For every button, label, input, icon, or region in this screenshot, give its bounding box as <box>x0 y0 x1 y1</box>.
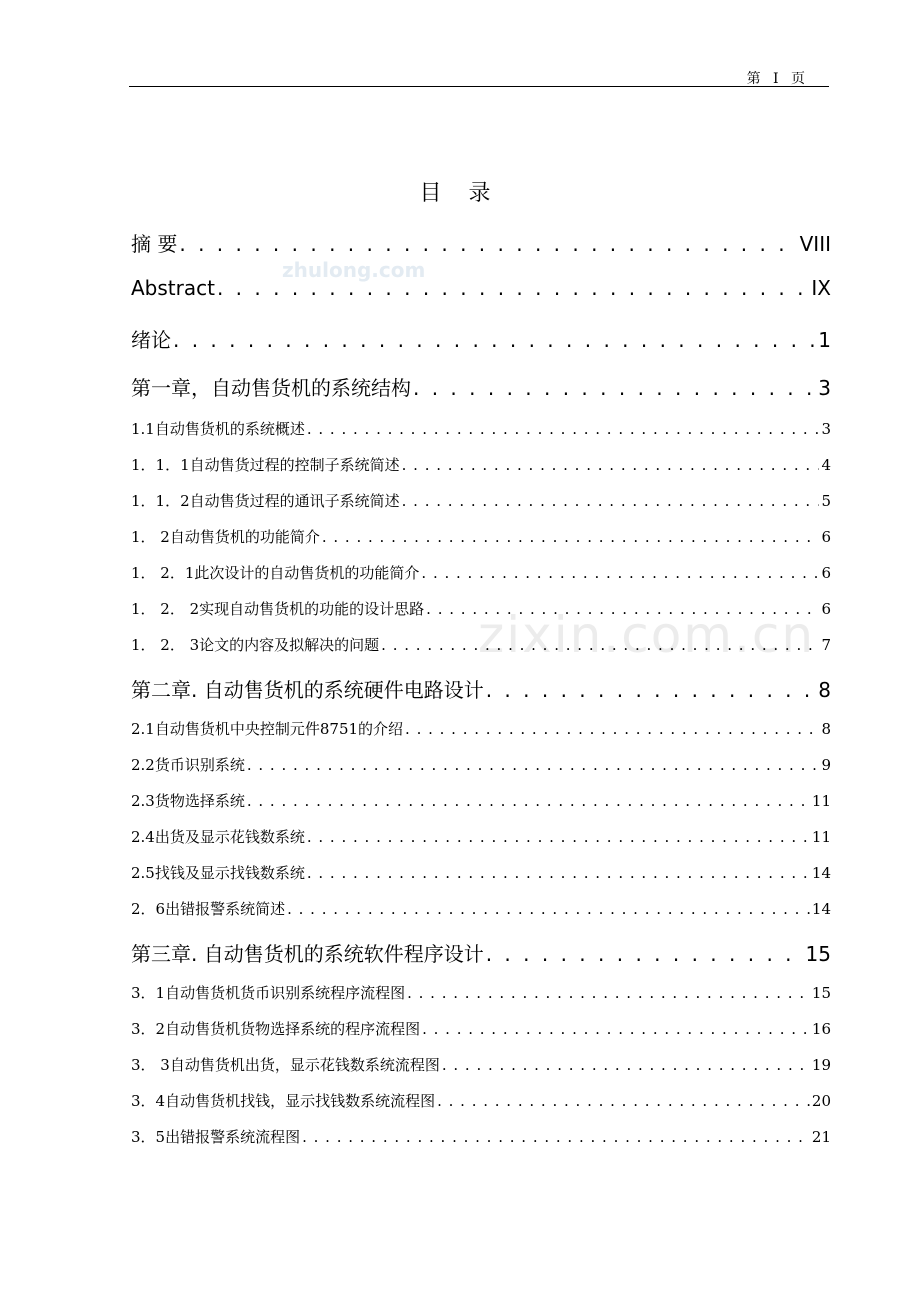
toc-entry[interactable] <box>131 898 831 920</box>
toc-entry-title: 2．6出错报警系统简述 <box>131 900 286 918</box>
page-number: 第 I 页 <box>746 71 809 87</box>
toc-entry-page: IX <box>811 276 831 300</box>
toc-entry-page: 6 <box>821 600 831 618</box>
toc-entry-title: 绪论 <box>131 328 171 352</box>
toc-entry-page: 4 <box>821 456 831 474</box>
toc-entry-page: 11 <box>811 792 831 810</box>
toc-entry-page: 14 <box>811 900 831 918</box>
toc-entry-title: 1． 2．1此次设计的自动售货机的功能简介 <box>131 564 420 582</box>
toc-entry-page: 9 <box>821 756 831 774</box>
toc-entry[interactable] <box>131 228 831 256</box>
toc-entry-title: 3．1自动售货机货币识别系统程序流程图 <box>131 984 406 1002</box>
toc-entry[interactable] <box>131 1054 831 1076</box>
toc-entry[interactable] <box>131 526 831 548</box>
toc-entry-title: 3． 3自动售货机出货，显示花钱数系统流程图 <box>131 1056 440 1074</box>
toc-entry[interactable] <box>131 276 831 304</box>
toc-entry-title: 2.1自动售货机中央控制元件8751的介绍 <box>131 720 404 738</box>
toc-entry-title: 1． 2自动售货机的功能简介 <box>131 528 320 546</box>
watermark-zhulong: zhulong.com <box>282 258 426 282</box>
toc-entry[interactable] <box>131 324 831 352</box>
toc-entry-title: 2.3货物选择系统 <box>131 792 245 810</box>
toc-entry[interactable] <box>131 1126 831 1148</box>
toc-entry-page: VIII <box>799 232 831 256</box>
toc-leader <box>302 1128 810 1146</box>
toc-entry-title: 第二章. 自动售货机的系统硬件电路设计 <box>131 678 484 702</box>
toc-leader <box>307 828 810 846</box>
toc-entry-title: 第一章，自动售货机的系统结构 <box>131 376 411 400</box>
toc-entry-title: 3．2自动售货机货物选择系统的程序流程图 <box>131 1020 421 1038</box>
toc-leader <box>413 376 816 400</box>
toc-entry-page: 15 <box>805 942 831 966</box>
toc-leader <box>179 232 797 256</box>
toc-entry[interactable] <box>131 1018 831 1040</box>
toc-leader <box>381 636 819 654</box>
toc-entry-title: 3．4自动售货机找钱，显示找钱数系统流程图 <box>131 1092 436 1110</box>
toc-entry[interactable] <box>131 490 831 512</box>
toc-entry[interactable] <box>131 826 831 848</box>
toc-entry-title: 第三章. 自动售货机的系统软件程序设计 <box>131 942 484 966</box>
toc-leader <box>307 420 820 438</box>
toc-leader <box>247 756 820 774</box>
toc-entry-title: Abstract <box>131 276 215 300</box>
toc-entry-title: 2.5找钱及显示找钱数系统 <box>131 864 305 882</box>
toc-entry[interactable] <box>131 418 831 440</box>
toc-leader <box>437 1092 810 1110</box>
toc-leader <box>287 900 810 918</box>
toc-entry-title: 1．1．1自动售货过程的控制子系统简述 <box>131 456 400 474</box>
toc-leader <box>486 942 804 966</box>
toc-entry-page: 19 <box>811 1056 831 1074</box>
toc-leader <box>442 1056 810 1074</box>
toc-entry-title: 3．5出错报警系统流程图 <box>131 1128 301 1146</box>
toc-entry[interactable] <box>131 598 831 620</box>
toc-entry-page: 21 <box>811 1128 831 1146</box>
toc-leader <box>421 564 819 582</box>
toc-entry-title: 1.1自动售货机的系统概述 <box>131 420 305 438</box>
toc-entry-page: 8 <box>821 720 831 738</box>
toc-entry-page: 15 <box>811 984 831 1002</box>
watermark-zixin: zixin.com.cn <box>478 606 816 664</box>
toc-entry[interactable] <box>131 372 831 400</box>
toc-entry-page: 6 <box>821 528 831 546</box>
toc-leader <box>402 456 820 474</box>
toc-entry-page: 11 <box>811 828 831 846</box>
toc-leader <box>402 492 820 510</box>
toc-entry[interactable] <box>131 982 831 1004</box>
toc-entry-title: 2.4出货及显示花钱数系统 <box>131 828 305 846</box>
toc-entry-page: 14 <box>811 864 831 882</box>
toc-entry-page: 8 <box>818 678 831 702</box>
toc-leader <box>422 1020 810 1038</box>
toc-leader <box>426 600 819 618</box>
toc-entry-title: 1． 2． 3论文的内容及拟解决的问题 <box>131 636 380 654</box>
toc-leader <box>486 678 817 702</box>
toc-entry-page: 3 <box>818 376 831 400</box>
toc-entry-title: 2.2货币识别系统 <box>131 756 245 774</box>
toc-leader <box>247 792 810 810</box>
toc-leader <box>407 984 810 1002</box>
toc-entry[interactable] <box>131 790 831 812</box>
toc-entry-page: 5 <box>821 492 831 510</box>
toc-leader <box>405 720 819 738</box>
toc-leader <box>173 328 816 352</box>
toc-entry-page: 20 <box>811 1092 831 1110</box>
toc-entry[interactable] <box>131 754 831 776</box>
toc-entry[interactable] <box>131 1090 831 1112</box>
toc-entry[interactable] <box>131 938 831 966</box>
toc-entry[interactable] <box>131 562 831 584</box>
toc-entry-page: 16 <box>811 1020 831 1038</box>
toc-entry[interactable] <box>131 674 831 702</box>
toc-leader <box>322 528 820 546</box>
toc-entry-title: 1． 2． 2实现自动售货机的功能的设计思路 <box>131 600 425 618</box>
toc-entry-page: 6 <box>821 564 831 582</box>
toc-leader <box>217 276 809 300</box>
toc-entry[interactable] <box>131 454 831 476</box>
toc-entry-title: 摘 要 <box>131 232 178 256</box>
toc-entry-title: 1．1．2自动售货过程的通讯子系统简述 <box>131 492 400 510</box>
toc-leader <box>307 864 810 882</box>
toc-entry[interactable] <box>131 718 831 740</box>
toc-entry[interactable] <box>131 862 831 884</box>
toc-entry[interactable] <box>131 634 831 656</box>
toc-entry-page: 1 <box>818 328 831 352</box>
toc-entry-page: 3 <box>821 420 831 438</box>
toc-title: 目 录 <box>419 181 501 206</box>
page-header <box>129 66 829 87</box>
toc-entry-page: 7 <box>821 636 831 654</box>
